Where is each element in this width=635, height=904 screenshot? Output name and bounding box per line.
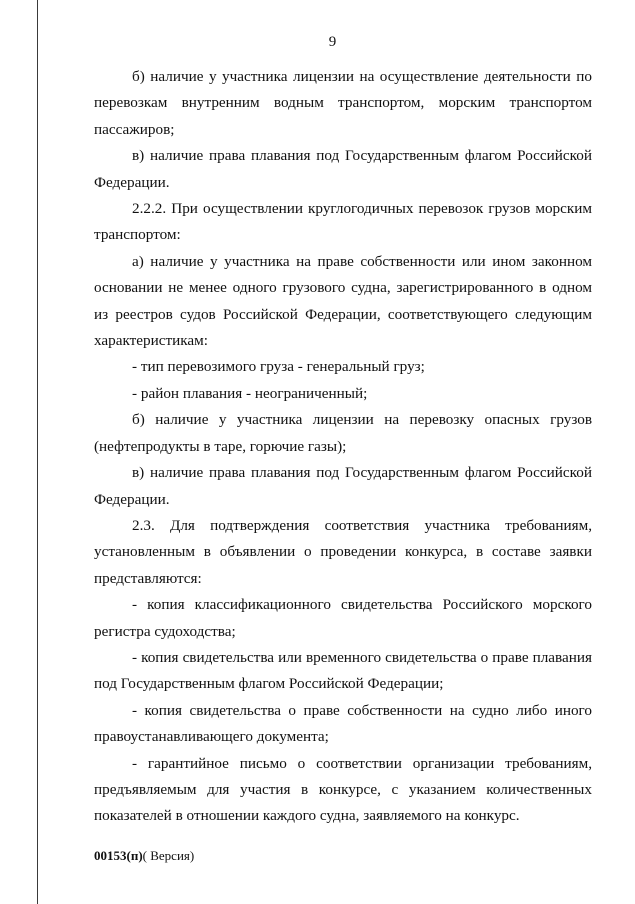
paragraph-section-2-2-2: 2.2.2. При осуществлении круглогодичных перевозок грузов морским транспортом: xyxy=(94,200,592,244)
document-footer xyxy=(94,848,194,864)
list-item-cargo-type: - тип перевозимого груза - генеральный груз; xyxy=(132,358,425,376)
document-code: 00153(п) xyxy=(94,848,143,863)
paragraph-flag-right-2: в) наличие права плавания под Государственным флагом Российской Федерации. xyxy=(94,464,592,508)
list-item-guarantee-letter: - гарантийное письмо о соответствии организации требованиям, предъявляемым для участия в конкурсе, с указанием количественных показателей в отношении каждого судна, заявляемого на конкурс. xyxy=(94,754,592,825)
paragraph-license-passengers: б) наличие у участника лицензии на осуществление деятельности по перевозкам внутренним водным транспортом, морским транспортом пассажиров; xyxy=(94,68,592,138)
paragraph-flag-right-1: в) наличие права плавания под Государственным флагом Российской Федерации. xyxy=(94,147,592,191)
document-version: ( Версия) xyxy=(142,848,195,863)
list-item-ownership-certificate: - копия свидетельства о праве собственности на судно либо иного правоустанавливающего документа; xyxy=(94,701,592,746)
paragraph-cargo-vessel: а) наличие у участника на праве собственности или ином законном основании не менее одного грузового судна, зарегистрированного в одном из реестров судов Российской Федерации, соответствующего следующим характеристикам: xyxy=(94,252,592,350)
list-item-flag-certificate: - копия свидетельства или временного свидетельства о праве плавания под Государственным флагом Российской Федерации; xyxy=(94,648,592,693)
list-item-classification-certificate: - копия классификационного свидетельства Российского морского регистра судоходства; xyxy=(94,596,592,640)
page-number: 9 xyxy=(328,34,337,50)
paragraph-dangerous-goods-license: б) наличие у участника лицензии на перевозку опасных грузов (нефтепродукты в таре, горючие газы); xyxy=(94,411,592,455)
paragraph-section-2-3: 2.3. Для подтверждения соответствия участника требованиям, установленным в объявлении о проведении конкурса, в составе заявки представляются: xyxy=(94,516,592,587)
list-item-navigation-area: - район плавания - неограниченный; xyxy=(132,384,368,402)
scan-edge-line xyxy=(37,0,38,904)
document-body xyxy=(94,64,592,830)
